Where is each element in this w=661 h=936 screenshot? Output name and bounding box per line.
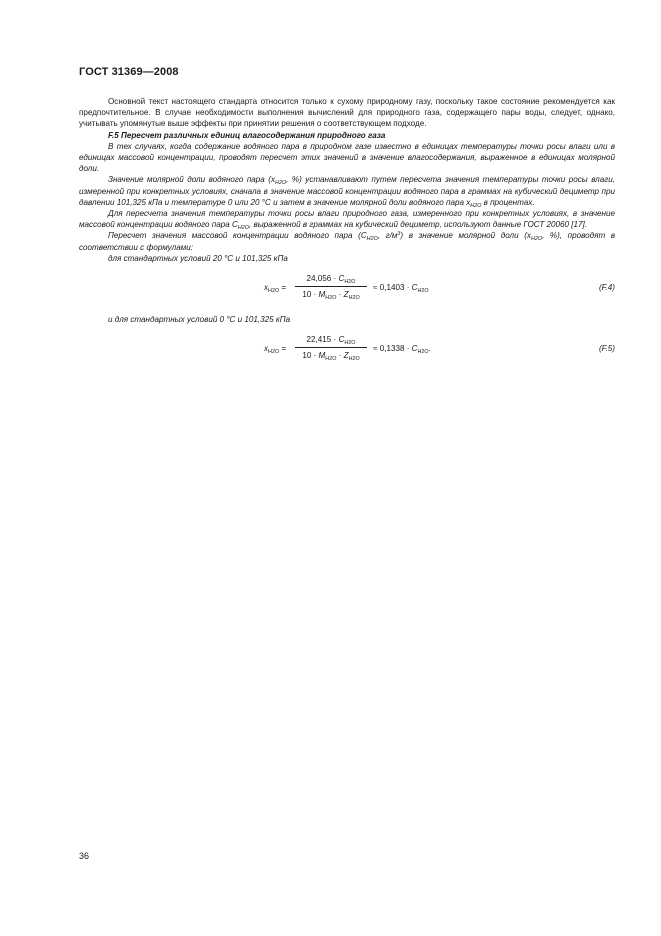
formula-f5-fraction — [295, 334, 367, 361]
condition-0c: и для стандартных условий 0 °С и 101,325 кПа — [108, 315, 291, 325]
document-body — [79, 96, 615, 364]
formula-f5-lhs: $x_{H2O}$ = — [264, 344, 287, 356]
formula-f5-numerator: $22,415 \cdot C_{H2O}$ — [295, 334, 367, 348]
paragraph-4: Пересчет значения массовой концентрации водяного пара ($C_{H2O}$, $г/м^3$) в значение молярной доли ($x_{H2O}$, %), проводят в соответствии с формулами: — [79, 231, 616, 252]
page-number: 36 — [79, 851, 90, 861]
formula-f5-denominator: $10 \cdot M_{H2O} \cdot Z_{H2O}$ — [302, 351, 360, 363]
formula-f4-denominator: $10 \cdot M_{H2O} \cdot Z_{H2O}$ — [302, 290, 360, 302]
formula-f4-rhs: ≈ $0,1403 \cdot C_{H2O}$ — [373, 283, 429, 295]
document-header: ГОСТ 31369—2008 — [79, 66, 179, 78]
condition-20c: для стандартных условий 20 °С и 101,325 кПа — [108, 253, 288, 263]
formula-f5 — [79, 334, 615, 364]
formula-f5-rhs: ≈ $0,1338 \cdot C_{H2O}$. — [373, 344, 431, 356]
formula-f5-number: (F.5) — [598, 344, 615, 354]
section-heading: F.5 Пересчет различных единиц влагосодержания природного газа — [108, 130, 386, 140]
formula-f4-number: (F.4) — [598, 283, 615, 293]
formula-f4-lhs: $x_{H2O}$ = — [264, 283, 287, 295]
formula-f4 — [79, 273, 615, 303]
paragraph-1: В тех случаях, когда содержание водяного пара в природном газе известно в единицах температуры точки росы влаги или в единицах массовой концентрации, проводят пересчет этих значений в значение влагосодержания, выраженное в единицах молярной доли. — [79, 141, 615, 174]
formula-f4-fraction — [295, 273, 367, 300]
formula-f4-numerator: $24,056 \cdot C_{H2O}$ — [295, 273, 367, 287]
paragraph-2: Значение молярной доли водяного пара ($x_{H2O}$, %) устанавливают путем пересчета значения температуры точки росы влаги, измеренной при конкретных условиях, сначала в значение массовой концентрации водяного пара в граммах на кубический дециметр при давлении 101,325 кПа и температуре 0 или 20 °С и затем в значение молярной доли водяного пара $x_{H2O}$ в процентах. — [79, 175, 615, 209]
paragraph-3: Для пересчета значения температуры точки росы влаги природного газа, измеренного при конкретных условиях, в значение массовой концентрации водяного пара $C_{H2O}$, выраженной в граммах на кубический дециметр, используют данные ГОСТ 20060 [17]. — [79, 209, 615, 232]
intro-paragraph: Основной текст настоящего стандарта относится только к сухому природному газу, поскольку такое состояние рекомендуется как предпочтительное. В случае необходимости выполнения вычислений для природного газа, содержащего пары воды, следует, однако, учитывать упомянутые выше эффекты при принятии решения о соответствующем подходе. — [79, 97, 615, 129]
